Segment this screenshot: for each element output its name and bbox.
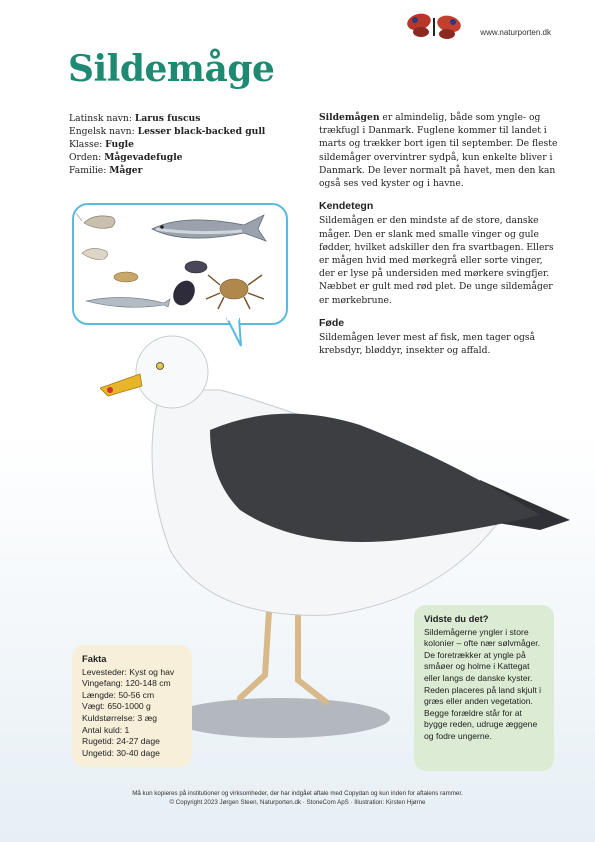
head-shape xyxy=(136,336,208,408)
food-illustrations xyxy=(74,205,282,319)
vidste-heading: Vidste du det? xyxy=(424,613,489,624)
meta-english: Engelsk navn: Lesser black-backed gull xyxy=(69,126,266,137)
small-shrimp-icon xyxy=(82,248,108,259)
foede-heading: Føde xyxy=(319,316,345,329)
rock-shape xyxy=(170,698,390,738)
butterfly-logo xyxy=(405,12,465,40)
meta-latin: Latinsk navn: Larus fuscus xyxy=(69,113,201,124)
fakta-line: Ungetid: 30-40 dage xyxy=(82,747,160,758)
fakta-line: Vægt: 650-1000 g xyxy=(82,701,151,712)
sand-eel-icon xyxy=(86,297,170,307)
footer-license: Må kun kopieres på institutioner og virksomheder, der har indgået aftale med Copydan og kun inden for aftalens rammer. xyxy=(132,790,463,797)
kendetegn-paragraph: Sildemågen er den mindste af de store, danske måger. Den er slank med smalle vinger og gule fødder, hvilket adskiller den fra svartbagen. Ellers er mågen hvid med mørkegrå eller sorte vinger, der er lyse på undersiden med mørkere svingfjer. Næbbet er gult med rød plet. De unge sildemåger er mørkebrune. xyxy=(319,215,554,306)
amphipod-icon xyxy=(114,272,138,282)
fakta-heading: Fakta xyxy=(82,653,107,664)
food-bubble xyxy=(72,203,288,325)
mussel-icon xyxy=(169,277,199,310)
beak-shape xyxy=(100,374,142,396)
meta-order: Orden: Mågevadefugle xyxy=(69,152,183,163)
page-title: Sildemåge xyxy=(68,48,275,90)
foede-paragraph: Sildemågen lever mest af fisk, men tager også krebsdyr, bløddyr, insekter og affald. xyxy=(319,332,536,357)
meta-family: Familie: Måger xyxy=(69,165,143,176)
intro-paragraph: Sildemågen er almindelig, både som yngle- og trækfugl i Danmark. Fuglene kommer til landet i marts og trækker bort igen til september. De fleste sildemåger overvintrer sydpå, kun enkelte bliver i Danmark. De lever normalt på havet, men den kan også ses ved kyster og i havne. xyxy=(319,112,558,190)
fakta-line: Længde: 50-56 cm xyxy=(82,689,155,700)
shrimp-icon xyxy=(76,213,115,228)
herring-icon xyxy=(152,215,266,241)
crab-icon xyxy=(206,275,264,309)
vidste-text: Sildemågerne yngler i store kolonier – ofte nær sølvmåger. De foretrækker at yngle på småøer og holme i Kattegat eller langs de danske kyster. Reden placeres på land skjult i græs eller anden vegetation. Begge forældre står for at bygge reden, udruge æggene og fodre ungerne. xyxy=(424,626,542,741)
fakta-box xyxy=(72,645,192,767)
taxonomy-info xyxy=(69,112,265,177)
footer xyxy=(0,789,595,807)
site-url[interactable]: www.naturporten.dk xyxy=(480,28,551,37)
footer-copyright: © Copyright 2023 Jørgen Steen, Naturporten.dk · StoneCom ApS · Illustration: Kirsten Hjørne xyxy=(169,799,426,806)
meta-class: Klasse: Fugle xyxy=(69,139,134,150)
snail-icon xyxy=(185,261,207,273)
fakta-line: Vingefang: 120-148 cm xyxy=(82,678,171,689)
vidste-box xyxy=(414,605,554,771)
beak-spot xyxy=(107,387,113,393)
description-column xyxy=(319,111,559,364)
eye-icon xyxy=(157,363,164,370)
fakta-line: Antal kuld: 1 xyxy=(82,724,130,735)
kendetegn-heading: Kendetegn xyxy=(319,200,374,213)
fakta-line: Kuldstørrelse: 3 æg xyxy=(82,712,157,723)
fakta-line: Levesteder: Kyst og hav xyxy=(82,666,175,677)
fakta-line: Rugetid: 24-27 dage xyxy=(82,736,160,747)
